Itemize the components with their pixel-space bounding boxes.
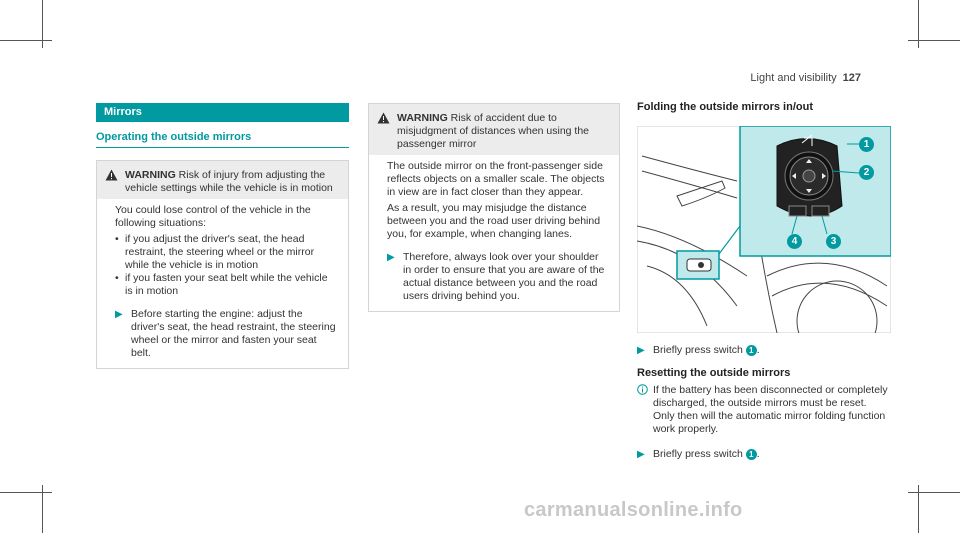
crop-mark [918,0,919,48]
action-step [387,251,607,303]
callout-3: 3 [826,234,841,249]
warning-header [97,161,348,199]
note-text: If the battery has been disconnected or completely discharged, the outside mirrors must be reset. Only then will the automatic mirror folding function work properly. [653,384,888,435]
crop-mark [0,40,52,41]
left-column [96,103,349,369]
action-step [115,308,336,360]
warning-triangle-icon [105,169,121,195]
action-text: Briefly press switch [653,344,743,356]
action-text: Therefore, always look over your shoulder in order to ensure that you are aware of the actual distance between you and the road users driving behind you. [403,251,605,302]
chapter-title: Light and visibility [750,72,837,84]
warning-intro: You could lose control of the vehicle in the following situations: [115,204,311,229]
play-arrow-icon: ▶ [637,345,645,356]
crop-mark [0,492,52,493]
play-arrow-icon: ▶ [387,252,395,263]
list-item: • if you fasten your seat belt while the vehicle is in motion [115,272,336,298]
running-header [750,72,861,85]
callout-1: 1 [859,137,874,152]
info-icon [637,384,653,436]
play-arrow-icon: ▶ [115,309,123,320]
note [637,384,891,436]
crop-mark [918,485,919,533]
warning-box [96,160,349,369]
warning-label: WARNING [125,169,176,181]
action-step: ▶ Briefly press switch 1 . [637,448,760,460]
crop-mark [42,485,43,533]
switch-number-badge: 1 [746,449,757,460]
play-arrow-icon: ▶ [637,449,645,460]
warning-triangle-icon [377,112,393,151]
middle-column [368,103,620,312]
subsection-title: Operating the outside mirrors [96,131,349,148]
warning-label: WARNING [397,112,448,124]
action-step: ▶ Briefly press switch 1 . [637,344,760,356]
warning-title: Risk of injury from adjusting the vehicle settings while the vehicle is in motion [125,169,333,194]
warning-title: Risk of accident due to misjudgment of distances when using the passenger mirror [397,112,590,150]
switch-number-badge: 1 [746,345,757,356]
warning-paragraph: The outside mirror on the front-passenger side reflects objects on a smaller scale. The objects in view are in fact closer than they appear. [387,160,605,198]
folding-heading: Folding the outside mirrors in/out [637,101,813,113]
crop-mark [908,40,960,41]
list-item: • if you adjust the driver's seat, the head restraint, the steering wheel or the mirror while the vehicle is in motion [115,233,336,272]
warning-body [97,199,348,368]
crop-mark [908,492,960,493]
callout-2: 2 [859,165,874,180]
callout-4: 4 [787,234,802,249]
mirror-switch-illustration [637,126,891,333]
warning-box [368,103,620,312]
warning-list [115,233,336,298]
watermark: carmanualsonline.info [524,499,743,521]
action-text: Before starting the engine: adjust the driver's seat, the head restraint, the steering wheel or the mirror and fasten your seat belt. [131,308,336,359]
action-text: Briefly press switch [653,448,743,460]
page-number: 127 [842,72,861,84]
reset-heading: Resetting the outside mirrors [637,367,791,379]
warning-header [369,104,619,155]
warning-body [369,155,619,311]
warning-paragraph: As a result, you may misjudge the distance between you and the road user driving behind you, for example, when changing lanes. [387,202,601,240]
section-title: Mirrors [96,103,349,122]
crop-mark [42,0,43,48]
right-column [637,101,891,460]
